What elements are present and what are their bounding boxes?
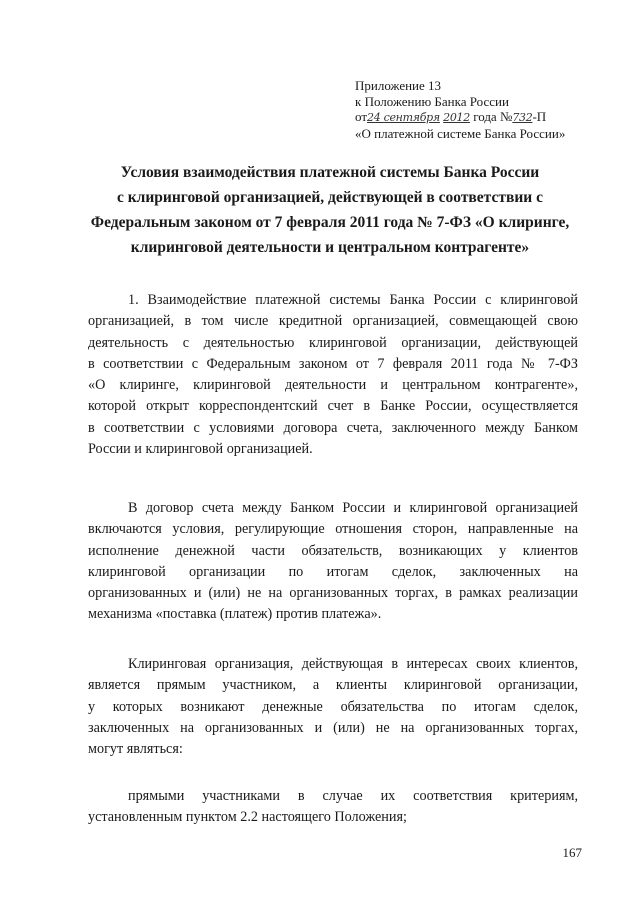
appendix-date-line: от24 сентября 2012 года №732-П — [355, 109, 547, 124]
text-line: деятельность с деятельностью клиринговой организации, действующей — [88, 334, 578, 351]
text-line: исполнение денежной части обязательств, возникающих у клиентов — [88, 542, 578, 559]
text-line: в соответствии с Федеральным законом от 7 февраля 2011 года № 7-ФЗ — [88, 355, 578, 372]
text-line: В договор счета между Банком России и клиринговой организацией — [128, 500, 578, 516]
text-line: которой открыт корреспондентский счет в Банке России, осуществляется — [88, 398, 578, 415]
appendix-regulation-title: «О платежной системе Банка России» — [355, 125, 566, 141]
text-line: прямыми участниками в случае их соответствия критериям, — [128, 788, 578, 804]
paragraph-3 — [88, 654, 578, 760]
appendix-header — [355, 78, 565, 141]
paragraph-1 — [88, 290, 578, 460]
text-line: является прямым участником, а клиенты клиринговой организации, — [88, 677, 578, 694]
text-line: механизма «поставка (платеж) против платежа». — [88, 606, 382, 623]
appendix-reference: к Положению Банка России — [355, 93, 509, 109]
text-line: организацией, в том числе кредитной организацией, совмещающей свою — [88, 313, 578, 330]
title-line: Федеральным законом от 7 февраля 2011 года № 7-ФЗ «О клиринге, — [90, 214, 570, 231]
title-line: с клиринговой организацией, действующей в соответствии с — [117, 189, 543, 206]
page-number: 167 — [562, 845, 582, 860]
document-title — [60, 160, 600, 260]
title-line: Условия взаимодействия платежной системы Банка России — [120, 164, 540, 181]
text-line: установленным пунктом 2.2 настоящего Положения; — [88, 809, 407, 826]
text-line: в соответствии с условиями договора счета, заключенного между Банком — [88, 419, 578, 436]
handwritten-year: 2012 — [443, 111, 470, 124]
text-line: Клиринговая организация, действующая в интересах своих клиентов, — [128, 656, 578, 672]
text-line: «О клиринге, клиринговой деятельности и центральном контрагенте», — [88, 377, 578, 394]
text-line: России и клиринговой организацией. — [88, 441, 313, 458]
text-line: организованных и (или) не на организованных торгах, в рамках реализации — [88, 585, 578, 602]
text-line: заключенных на организованных и (или) не на организованных торгах, — [88, 719, 578, 736]
title-line: клиринговой деятельности и центральном контрагенте» — [130, 239, 530, 256]
text-line: 1. Взаимодействие платежной системы Банка России с клиринговой — [128, 292, 578, 308]
appendix-number: Приложение 13 — [355, 78, 442, 93]
text-line: у которых возникают денежные обязательства по итогам сделок, — [88, 698, 578, 715]
handwritten-date: 24 сентября — [367, 111, 440, 124]
text-line: клиринговой организации по итогам сделок, заключенных на — [88, 563, 578, 580]
text-line: могут являться: — [88, 741, 183, 758]
handwritten-number: 732 — [512, 111, 533, 124]
paragraph-2 — [88, 498, 578, 626]
paragraph-4 — [88, 786, 578, 829]
text-line: включаются условия, регулирующие отношения сторон, направленные на — [88, 521, 578, 538]
